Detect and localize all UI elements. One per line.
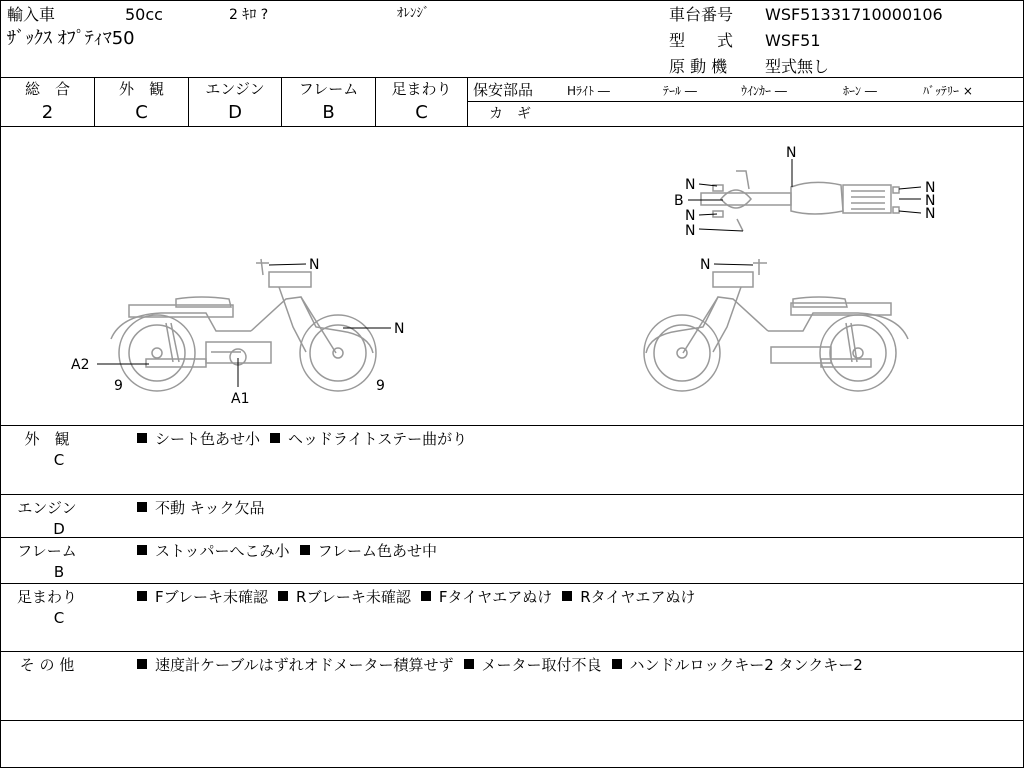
- leader-lines: [97, 159, 921, 387]
- mark-text: 9: [376, 378, 385, 394]
- note-items: [137, 658, 873, 673]
- safety-label: 保安部品: [473, 81, 534, 99]
- note-row: [1, 584, 1023, 651]
- grade-suspension-label: 足まわり: [391, 80, 452, 98]
- divider: [468, 101, 1023, 102]
- divider: [467, 78, 468, 126]
- safety-headlight: Hﾗｲﾄ ―: [567, 84, 610, 98]
- safety-key: カ ギ: [489, 106, 531, 122]
- import-label: 輸入車: [7, 5, 56, 24]
- mark-text: N: [309, 257, 320, 273]
- scooter-left-side-view: [111, 259, 376, 391]
- divider: [1, 720, 1023, 721]
- mark-text: B: [674, 193, 684, 209]
- bullet-icon: [300, 545, 310, 555]
- mark-text: N: [394, 321, 405, 337]
- grade-engine-label: エンジン: [205, 80, 265, 98]
- divider: [1, 77, 1023, 78]
- mark-text: N: [925, 180, 936, 196]
- note-items: [137, 501, 274, 516]
- bullet-icon: [137, 659, 147, 669]
- type-value: WSF51: [765, 31, 821, 50]
- bullet-icon: [464, 659, 474, 669]
- note-row: [1, 538, 1023, 583]
- bullet-icon: [612, 659, 622, 669]
- note-category: フレーム: [17, 542, 77, 560]
- note-item: ストッパーへこみ小: [155, 542, 290, 560]
- mark-text: 9: [114, 378, 123, 394]
- note-items: [137, 544, 447, 559]
- mark-text: N: [925, 193, 936, 209]
- note-grade: C: [53, 609, 65, 627]
- note-item: Fブレーキ未確認: [155, 588, 269, 606]
- note-grade: B: [53, 563, 65, 581]
- mark-text: N: [786, 145, 797, 161]
- note-item: シート色あせ小: [155, 430, 261, 448]
- note-item: 速度計ケーブルはずれオドメーター積算せず: [155, 656, 454, 674]
- color: ｵﾚﾝｼﾞ: [397, 6, 430, 21]
- grade-frame-value: B: [322, 102, 335, 123]
- note-category: 足まわり: [16, 588, 77, 606]
- scooter-top-view: [701, 171, 899, 231]
- note-category: エンジン: [17, 499, 77, 517]
- note-item: ハンドルロックキー2 タンクキー2: [629, 656, 863, 674]
- note-items: [137, 432, 477, 447]
- note-grade: D: [53, 520, 65, 538]
- grade-engine-value: D: [228, 102, 242, 123]
- note-row: [1, 495, 1023, 537]
- note-category: そ の 他: [19, 656, 75, 674]
- model-name: ｻﾞｯｸｽ ｵﾌﾟﾃｨﾏ50: [7, 28, 135, 49]
- note-grade: C: [53, 451, 65, 469]
- mark-text: N: [700, 257, 711, 273]
- mark-text: N: [685, 177, 696, 193]
- bullet-icon: [137, 591, 147, 601]
- bullet-icon: [270, 433, 280, 443]
- note-category: 外 観: [24, 430, 70, 448]
- bullet-icon: [137, 433, 147, 443]
- mark-text: A1: [231, 391, 250, 407]
- type-label: 型 式: [669, 31, 734, 50]
- grade-exterior-value: C: [135, 102, 148, 123]
- bullet-icon: [137, 502, 147, 512]
- note-item: Fタイヤエアぬけ: [438, 588, 553, 606]
- frame-number-label: 車台番号: [669, 5, 734, 24]
- note-item: フレーム色あせ中: [317, 542, 437, 560]
- note-item: Rブレーキ未確認: [296, 588, 411, 606]
- engine-value: 型式無し: [765, 57, 830, 76]
- stroke: 2 ｷﾛ ?: [229, 7, 269, 23]
- grade-suspension-value: C: [415, 102, 428, 123]
- bullet-icon: [562, 591, 572, 601]
- note-item: メーター取付不良: [481, 656, 602, 674]
- note-row: [1, 426, 1023, 494]
- bullet-icon: [421, 591, 431, 601]
- note-items: [137, 590, 705, 605]
- bullet-icon: [137, 545, 147, 555]
- grade-exterior-label: 外 観: [118, 80, 164, 98]
- damage-diagram: [1, 127, 1023, 425]
- mark-text: N: [925, 206, 936, 222]
- safety-horn: ﾎｰﾝ ―: [843, 84, 877, 98]
- grade-frame-label: フレーム: [298, 80, 359, 98]
- bullet-icon: [278, 591, 288, 601]
- note-row: [1, 652, 1023, 720]
- safety-taillight: ﾃｰﾙ ―: [663, 84, 697, 98]
- mark-text: N: [685, 208, 696, 224]
- displacement: 50cc: [125, 5, 163, 24]
- safety-battery: ﾊﾞｯﾃﾘｰ ×: [923, 84, 973, 98]
- frame-number: WSF51331710000106: [765, 5, 943, 24]
- scooter-right-side-view: [644, 259, 908, 391]
- safety-winker: ｳｲﾝｶｰ ―: [741, 84, 787, 98]
- grade-overall-label: 総 合: [24, 80, 70, 98]
- note-item: 不動 キック欠品: [155, 499, 265, 517]
- note-item: Rタイヤエアぬけ: [580, 588, 696, 606]
- grade-overall-value: 2: [41, 102, 54, 123]
- mark-text: N: [685, 223, 696, 239]
- engine-label: 原 動 機: [669, 57, 728, 76]
- mark-text: A2: [71, 357, 90, 373]
- note-item: ヘッドライトステー曲がり: [288, 430, 468, 448]
